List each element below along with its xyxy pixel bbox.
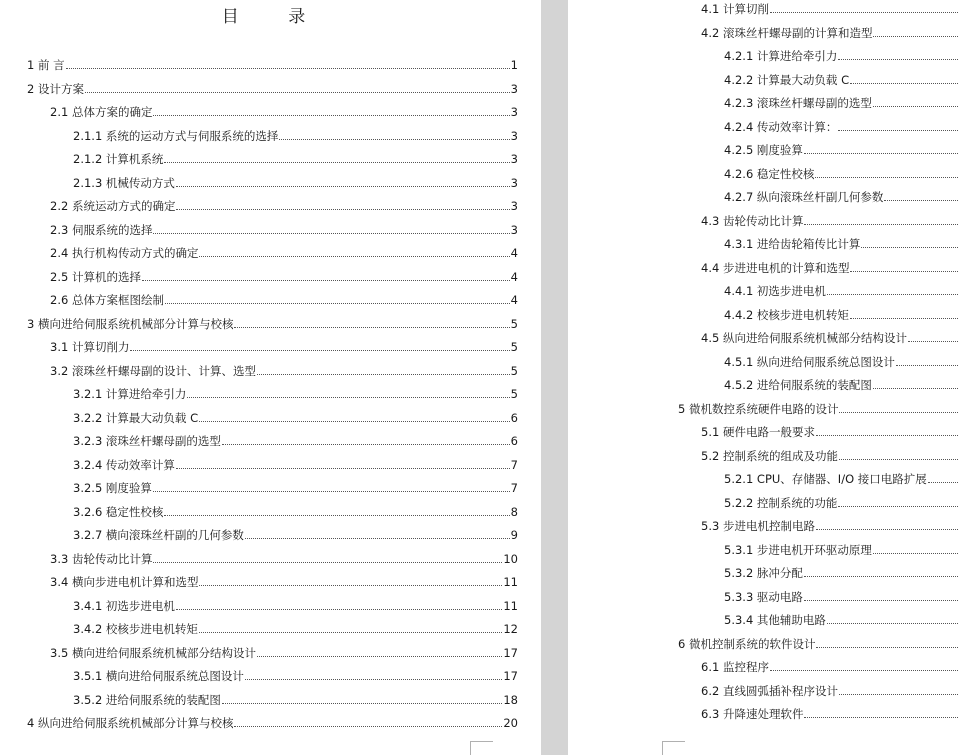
toc-entry[interactable]	[678, 401, 959, 417]
toc-entry-text: 6.3 升降速处理软件	[701, 707, 804, 721]
toc-entry[interactable]	[701, 683, 959, 699]
toc-entry[interactable]	[50, 245, 518, 261]
toc-entry-text: 6.2 直线圆弧插补程序设计	[701, 683, 838, 698]
toc-entry-text: 4.2.5 刚度验算	[724, 143, 803, 157]
toc-page-number: 12	[503, 622, 518, 636]
toc-entry[interactable]	[724, 236, 959, 252]
toc-entry[interactable]	[724, 542, 959, 558]
toc-entry-text: 4.2.2 计算最大动负载 C	[724, 72, 850, 87]
toc-entry-text: 4.2.6 稳定性校核	[724, 166, 815, 181]
toc-entry-text: 5.3.3 驱动电路	[724, 589, 803, 604]
toc-dot-leader	[928, 482, 959, 483]
toc-entry-text: 3.2.3 滚珠丝杆螺母副的选型	[73, 434, 221, 448]
toc-entry-text: 2.1.1 系统的运动方式与伺服系统的选择	[73, 128, 279, 143]
toc-entry[interactable]	[724, 189, 959, 205]
toc-dot-leader	[176, 209, 509, 210]
toc-page-number: 5	[510, 387, 518, 401]
toc-entry-text: 2.1 总体方案的确定	[50, 105, 153, 119]
toc-page-number: 3	[510, 128, 518, 143]
toc-entry[interactable]	[50, 222, 518, 238]
toc-entry[interactable]	[50, 269, 518, 285]
toc-entry[interactable]	[73, 480, 518, 496]
toc-dot-leader	[164, 162, 509, 163]
toc-dot-leader	[279, 139, 509, 140]
toc-entry-text: 2.5 计算机的选择	[50, 269, 141, 284]
toc-entry-text: 1 前 言	[27, 58, 65, 72]
toc-entry-text: 3.2.5 刚度验算	[73, 481, 152, 495]
toc-dot-leader	[838, 59, 959, 60]
toc-entry-text: 5.3.2 脉冲分配	[724, 566, 803, 580]
toc-entry-text: 5.1 硬件电路一般要求	[701, 425, 815, 439]
toc-dot-leader	[908, 341, 959, 342]
toc-entry[interactable]	[50, 292, 518, 308]
toc-dot-leader	[850, 83, 959, 84]
toc-dot-leader	[153, 562, 502, 563]
toc-entry-text: 2.1.2 计算机系统	[73, 152, 164, 166]
toc-entry-text: 3.2.7 横向滚珠丝杆副的几何参数	[73, 528, 244, 542]
toc-dot-leader	[199, 632, 502, 633]
toc-dot-leader	[816, 529, 959, 530]
toc-entry[interactable]	[73, 175, 518, 191]
toc-page-number: 17	[503, 645, 518, 660]
toc-dot-leader	[770, 12, 959, 13]
toc-entry[interactable]	[701, 706, 959, 722]
toc-entry-text: 3.2.1 计算进给牵引力	[73, 387, 187, 401]
toc-entry[interactable]	[73, 410, 518, 426]
toc-entry-text: 6.1 监控程序	[701, 660, 769, 674]
toc-entry-text: 5.3.4 其他辅助电路	[724, 613, 826, 627]
toc-entry[interactable]	[701, 424, 959, 440]
toc-page-number: 5	[510, 363, 518, 378]
toc-dot-leader	[861, 247, 959, 248]
toc-entry[interactable]	[724, 377, 959, 393]
toc-dot-leader	[199, 421, 510, 422]
toc-entry-text: 4.4.2 校核步进电机转矩	[724, 307, 849, 322]
toc-entry[interactable]	[724, 354, 959, 370]
toc-dot-leader	[804, 153, 959, 154]
toc-page-number: 5	[510, 340, 518, 354]
toc-dot-leader	[176, 609, 502, 610]
toc-page-right	[568, 0, 959, 755]
toc-dot-leader	[804, 576, 959, 577]
toc-dot-leader	[245, 679, 502, 680]
toc-entry-text: 5.2 控制系统的组成及功能	[701, 448, 838, 463]
toc-page-number: 10	[503, 551, 518, 566]
toc-page-number: 18	[503, 692, 518, 707]
toc-entry[interactable]	[73, 386, 518, 402]
toc-entry[interactable]	[701, 213, 959, 229]
toc-page-number: 6	[510, 434, 518, 448]
toc-entry[interactable]	[50, 339, 518, 355]
toc-title: 目 录	[221, 7, 328, 27]
toc-entry-text: 3.4.2 校核步进电机转矩	[73, 622, 198, 636]
toc-entry-text: 2.3 伺服系统的选择	[50, 222, 153, 237]
toc-page-number: 3	[510, 81, 518, 96]
toc-page-number: 7	[510, 481, 518, 495]
toc-entry[interactable]	[701, 518, 959, 534]
toc-entry[interactable]	[724, 612, 959, 628]
toc-dot-leader	[222, 703, 502, 704]
toc-dot-leader	[234, 726, 502, 727]
toc-page-number: 3	[510, 152, 518, 166]
toc-entry-text: 5 微机数控系统硬件电路的设计	[678, 401, 839, 416]
toc-dot-leader	[873, 553, 959, 554]
toc-entry[interactable]	[701, 25, 959, 41]
toc-entry-text: 3.5.2 进给伺服系统的装配图	[73, 692, 221, 707]
toc-dot-leader	[257, 374, 510, 375]
toc-dot-leader	[176, 186, 510, 187]
toc-dot-leader	[234, 327, 509, 328]
toc-page-number: 4	[510, 246, 518, 260]
toc-entry-text: 4.2.1 计算进给牵引力	[724, 49, 838, 63]
toc-dot-leader	[896, 365, 959, 366]
toc-entry-text: 3.2 滚珠丝杆螺母副的设计、计算、选型	[50, 363, 256, 378]
toc-dot-leader	[85, 92, 510, 93]
toc-page-number: 4	[510, 293, 518, 307]
toc-entry[interactable]	[724, 142, 959, 158]
toc-entry[interactable]	[724, 166, 959, 182]
toc-entry-text: 3.5 横向进给伺服系统机械部分结构设计	[50, 645, 256, 660]
toc-dot-leader	[187, 397, 509, 398]
toc-entry[interactable]	[73, 128, 518, 144]
toc-entry[interactable]	[73, 668, 518, 684]
toc-dot-leader	[873, 388, 959, 389]
toc-dot-leader	[222, 444, 510, 445]
toc-entry[interactable]	[724, 589, 959, 605]
toc-entry-text: 2.1.3 机械传动方式	[73, 175, 175, 190]
toc-dot-leader	[850, 271, 959, 272]
toc-page-number: 17	[503, 669, 518, 683]
page-corner-mark	[470, 741, 493, 755]
toc-entry-text: 4.1 计算切削	[701, 2, 769, 16]
toc-dot-leader	[839, 412, 959, 413]
toc-page-number: 7	[510, 457, 518, 472]
toc-dot-leader	[257, 656, 502, 657]
toc-entry[interactable]	[27, 57, 518, 73]
toc-entry-text: 3.1 计算切削力	[50, 340, 130, 354]
toc-entry[interactable]	[73, 692, 518, 708]
toc-dot-leader	[165, 303, 510, 304]
toc-entry-text: 4.5 纵向进给伺服系统机械部分结构设计	[701, 331, 907, 345]
toc-entry-text: 4.3.1 进给齿轮箱传比计算	[724, 237, 861, 251]
toc-entry[interactable]	[724, 119, 959, 135]
toc-dot-leader	[838, 506, 959, 507]
toc-entry-text: 4.4.1 初选步进电机	[724, 284, 826, 298]
toc-page-number: 6	[510, 410, 518, 425]
toc-entry[interactable]	[50, 363, 518, 379]
toc-dot-leader	[827, 623, 959, 624]
toc-entry[interactable]	[73, 504, 518, 520]
toc-entry[interactable]	[701, 330, 959, 346]
toc-dot-leader	[804, 717, 959, 718]
toc-entry-text: 2.4 执行机构传动方式的确定	[50, 246, 199, 260]
toc-entry-text: 3 横向进给伺服系统机械部分计算与校核	[27, 316, 234, 331]
toc-entry[interactable]	[724, 307, 959, 323]
toc-page-number: 11	[503, 598, 518, 613]
toc-entry[interactable]	[724, 283, 959, 299]
toc-page-number: 3	[510, 199, 518, 213]
toc-entry-text: 2 设计方案	[27, 81, 84, 96]
toc-entry[interactable]	[73, 598, 518, 614]
toc-dot-leader	[804, 600, 959, 601]
toc-dot-leader	[153, 233, 509, 234]
toc-dot-leader	[199, 256, 509, 257]
toc-entry[interactable]	[50, 645, 518, 661]
toc-entry-text: 4.3 齿轮传动比计算	[701, 213, 804, 228]
toc-dot-leader	[176, 468, 510, 469]
toc-dot-leader	[199, 585, 502, 586]
toc-entry[interactable]	[50, 104, 518, 120]
toc-dot-leader	[142, 280, 510, 281]
toc-dot-leader	[816, 647, 959, 648]
toc-entry[interactable]	[27, 316, 518, 332]
toc-entry-text: 5.3.1 步进电机开环驱动原理	[724, 542, 872, 557]
toc-entry-text: 3.4.1 初选步进电机	[73, 598, 175, 613]
toc-entry[interactable]	[724, 72, 959, 88]
toc-entry-text: 6 微机控制系统的软件设计	[678, 636, 816, 651]
toc-page-number: 8	[510, 504, 518, 519]
toc-entry-text: 5.2.2 控制系统的功能	[724, 495, 838, 510]
toc-page-number: 4	[510, 269, 518, 284]
toc-page-number: 3	[510, 222, 518, 237]
toc-entry[interactable]	[724, 48, 959, 64]
toc-entry-text: 5.2.1 CPU、存储器、I/O 接口电路扩展	[724, 472, 927, 486]
toc-dot-leader	[850, 318, 959, 319]
toc-dot-leader	[66, 68, 510, 69]
toc-dot-leader	[153, 115, 509, 116]
toc-dot-leader	[827, 294, 959, 295]
toc-entry-text: 4.2.3 滚珠丝杆螺母副的选型	[724, 96, 872, 110]
toc-entry-text: 4.2 滚珠丝杆螺母副的计算和造型	[701, 25, 873, 40]
toc-entry-text: 3.3 齿轮传动比计算	[50, 551, 153, 566]
toc-dot-leader	[164, 515, 509, 516]
toc-entry[interactable]	[73, 621, 518, 637]
toc-entry-text: 4.4 步进进电机的计算和选型	[701, 260, 850, 275]
toc-entry[interactable]	[701, 260, 959, 276]
toc-entry[interactable]	[701, 1, 959, 17]
toc-entry[interactable]	[50, 198, 518, 214]
toc-entry-text: 2.2 系统运动方式的确定	[50, 199, 176, 213]
toc-page-number: 3	[510, 175, 518, 190]
toc-entry-text: 3.4 横向步进电机计算和选型	[50, 575, 199, 589]
toc-dot-leader	[245, 538, 510, 539]
toc-dot-leader	[770, 670, 959, 671]
toc-entry-text: 3.2.4 传动效率计算	[73, 457, 175, 472]
toc-page-number: 20	[503, 716, 518, 730]
toc-entry-text: 4 纵向进给伺服系统机械部分计算与校核	[27, 716, 234, 730]
toc-entry[interactable]	[678, 636, 959, 652]
toc-entry[interactable]	[724, 495, 959, 511]
toc-dot-leader	[839, 459, 959, 460]
toc-dot-leader	[884, 200, 959, 201]
toc-entry[interactable]	[50, 551, 518, 567]
toc-entry[interactable]	[27, 715, 518, 731]
toc-dot-leader	[873, 36, 959, 37]
toc-dot-leader	[839, 694, 959, 695]
toc-entry[interactable]	[27, 81, 518, 97]
toc-entry[interactable]	[724, 471, 959, 487]
toc-page-number: 11	[503, 575, 518, 589]
toc-entry-text: 4.2.4 传动效率计算：	[724, 119, 838, 134]
toc-dot-leader	[873, 106, 959, 107]
toc-entry[interactable]	[73, 527, 518, 543]
toc-entry[interactable]	[724, 565, 959, 581]
toc-entry[interactable]	[73, 151, 518, 167]
toc-page-number: 1	[510, 58, 518, 72]
toc-entry-text: 4.2.7 纵向滚珠丝杆副几何参数	[724, 190, 884, 204]
toc-dot-leader	[816, 435, 959, 436]
toc-entry[interactable]	[73, 457, 518, 473]
toc-entry[interactable]	[701, 448, 959, 464]
page-corner-mark	[662, 741, 685, 755]
toc-entry-text: 3.2.2 计算最大动负载 C	[73, 410, 199, 425]
toc-dot-leader	[838, 130, 959, 131]
toc-entry[interactable]	[50, 574, 518, 590]
toc-entry-text: 3.2.6 稳定性校核	[73, 504, 164, 519]
toc-dot-leader	[815, 177, 959, 178]
toc-page-number: 5	[510, 316, 518, 331]
toc-entry-text: 4.5.2 进给伺服系统的装配图	[724, 378, 872, 392]
toc-entry-text: 4.5.1 纵向进给伺服系统总图设计	[724, 354, 895, 369]
toc-entry[interactable]	[724, 95, 959, 111]
toc-dot-leader	[153, 491, 510, 492]
toc-page-number: 3	[510, 105, 518, 119]
toc-page-number: 9	[510, 528, 518, 542]
toc-dot-leader	[130, 350, 509, 351]
toc-entry-text: 5.3 步进电机控制电路	[701, 519, 815, 533]
toc-entry-text: 3.5.1 横向进给伺服系统总图设计	[73, 669, 244, 683]
toc-dot-leader	[804, 224, 959, 225]
toc-entry-text: 2.6 总体方案框图绘制	[50, 293, 164, 307]
toc-entry[interactable]	[73, 433, 518, 449]
toc-entry[interactable]	[701, 659, 959, 675]
